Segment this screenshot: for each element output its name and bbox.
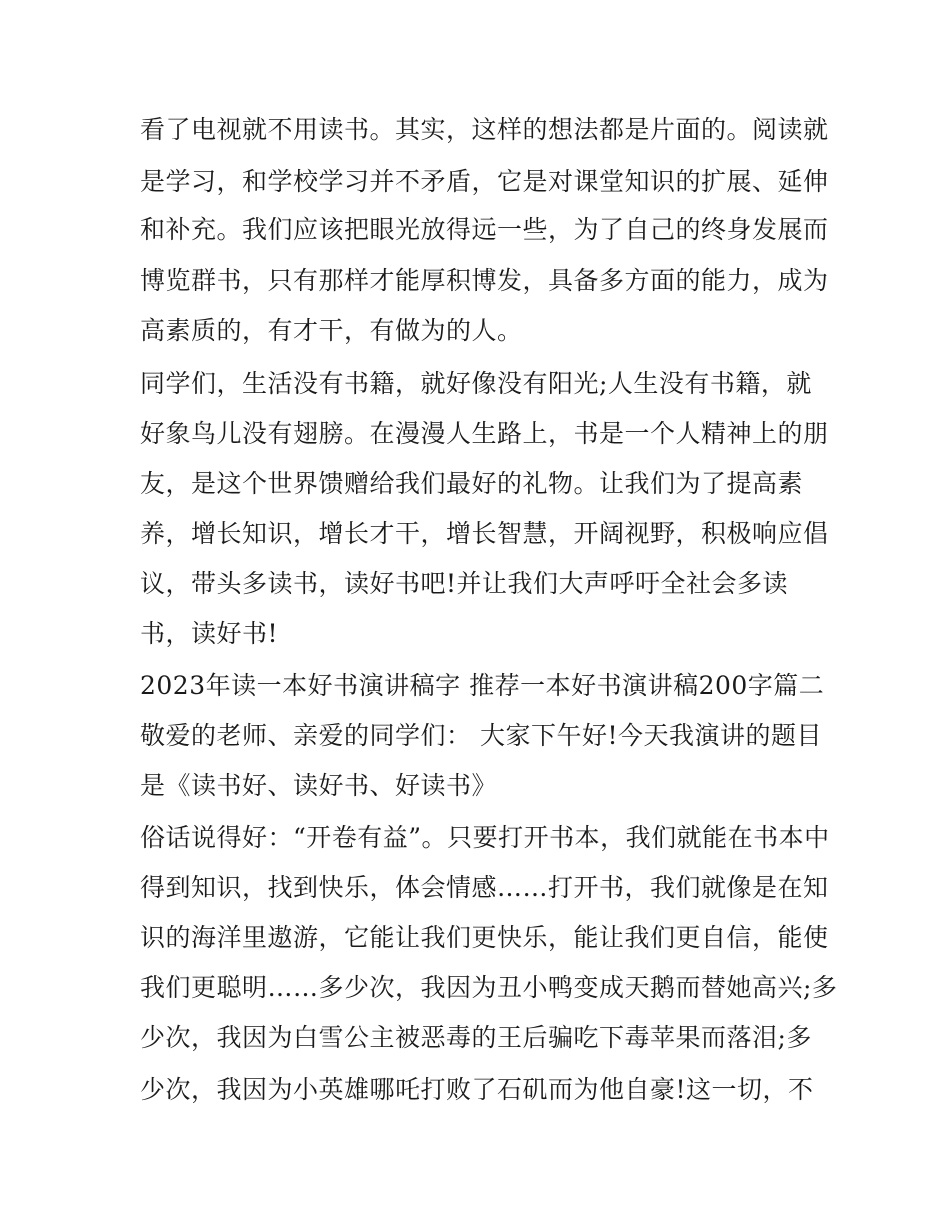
text-line: 和补充。我们应该把眼光放得远一些，为了自己的终身发展而 — [140, 215, 829, 244]
text-line: 俗话说得好：“开卷有益”。只要打开书本，我们就能在书本中 — [140, 823, 830, 852]
text-line: 是学习，和学校学习并不矛盾，它是对课堂知识的扩展、延伸 — [140, 167, 829, 196]
text-line: 少次，我因为白雪公主被恶毒的王后骗吃下毒苹果而落泪;多 — [140, 1023, 812, 1052]
text-line: 高素质的，有才干，有做为的人。 — [140, 316, 523, 345]
text-line: 识的海洋里遨游，它能让我们更快乐，能让我们更自信，能使 — [140, 923, 829, 952]
section-heading: 2023年读一本好书演讲稿字 推荐一本好书演讲稿200字篇二 — [140, 671, 825, 700]
text-line: 书，读好书! — [140, 619, 279, 648]
text-line: 友，是这个世界馈赠给我们最好的礼物。让我们为了提高素 — [140, 469, 804, 498]
text-line: 养，增长知识，增长才干，增长智慧，开阔视野，积极响应倡 — [140, 519, 829, 548]
text-line: 我们更聪明……多少次，我因为丑小鸭变成天鹅而替她高兴;多 — [140, 973, 838, 1002]
text-line: 是《读书好、读好书、好读书》 — [140, 771, 498, 800]
text-line: 好象鸟儿没有翅膀。在漫漫人生路上，书是一个人精神上的朋 — [140, 419, 829, 448]
text-line: 得到知识，找到快乐，体会情感……打开书，我们就像是在知 — [140, 873, 829, 902]
text-line: 敬爱的老师、亲爱的同学们： 大家下午好!今天我演讲的题目 — [140, 721, 822, 750]
text-line: 博览群书，只有那样才能厚积博发，具备多方面的能力，成为 — [140, 266, 829, 295]
text-line: 议，带头多读书，读好书吧!并让我们大声呼吁全社会多读 — [140, 569, 789, 598]
text-line: 看了电视就不用读书。其实，这样的想法都是片面的。阅读就 — [140, 115, 829, 144]
text-line: 少次，我因为小英雄哪吒打败了石矶而为他自豪!这一切，不 — [140, 1075, 814, 1104]
text-line: 同学们，生活没有书籍，就好像没有阳光;人生没有书籍，就 — [140, 369, 812, 398]
